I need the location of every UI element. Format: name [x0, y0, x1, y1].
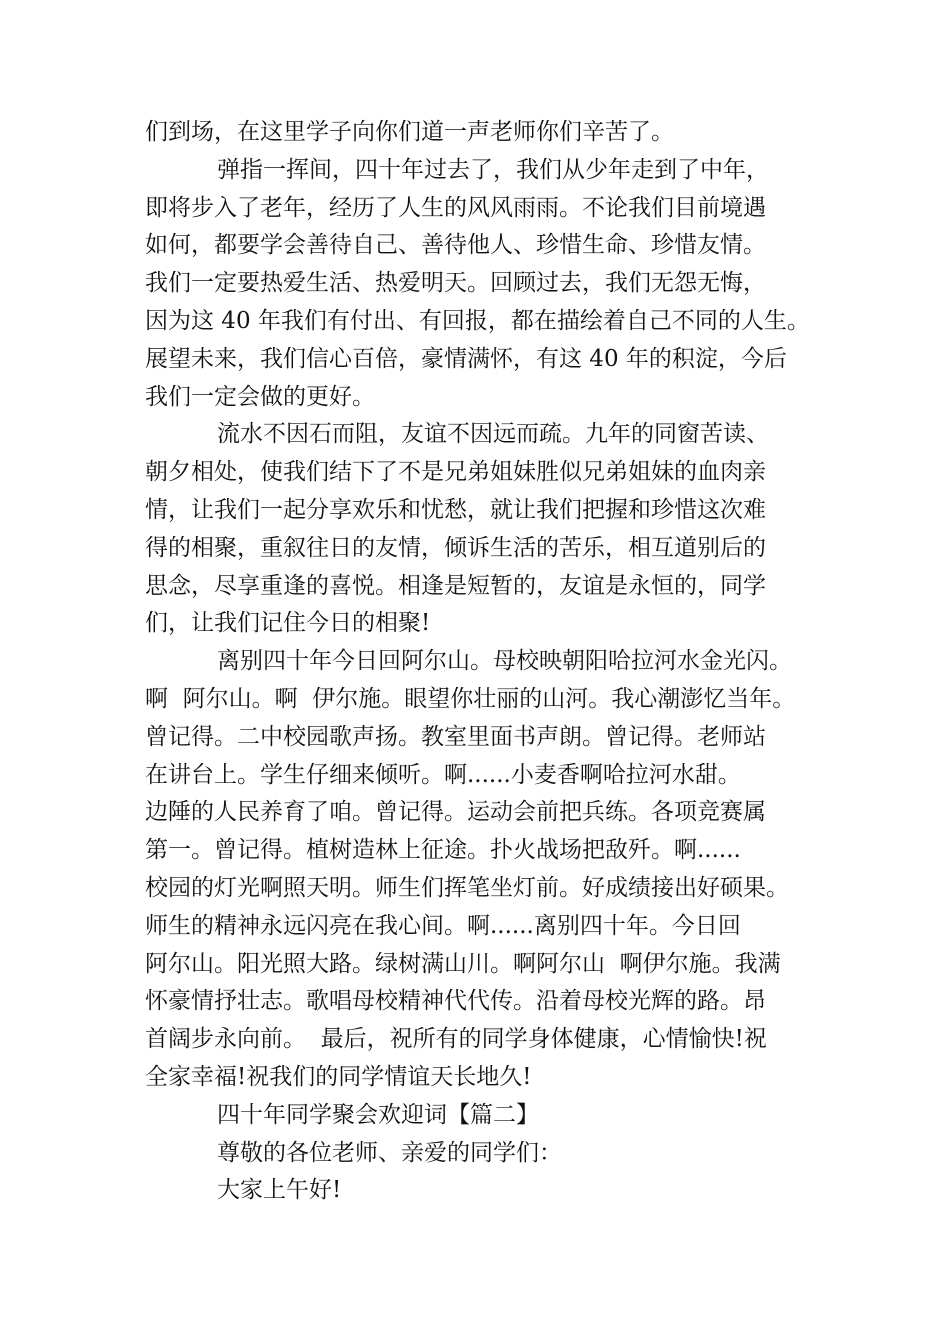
text-line: 弹指一挥间，四十年过去了，我们从少年走到了中年， — [217, 156, 769, 183]
text-line: 全家幸福!祝我们的同学情谊天长地久! — [145, 1063, 532, 1090]
text-line: 大家上午好! — [217, 1177, 342, 1204]
text-line: 即将步入了老年，经历了人生的风风雨雨。不论我们目前境遇 — [145, 194, 766, 221]
text-line: 四十年同学聚会欢迎词【篇二】 — [217, 1101, 539, 1128]
text-line: 情，让我们一起分享欢乐和忧愁，就让我们把握和珍惜这次难 — [145, 496, 766, 523]
text-line: 师生的精神永远闪亮在我心间。啊......离别四十年。今日回 — [145, 912, 741, 939]
text-line: 边陲的人民养育了咱。曾记得。运动会前把兵练。各项竞赛属 — [145, 799, 766, 826]
text-line: 如何，都要学会善待自己、善待他人、珍惜生命、珍惜友情。 — [145, 232, 766, 259]
text-line: 首阔步永向前。 最后，祝所有的同学身体健康，心情愉快!祝 — [145, 1026, 767, 1053]
text-line: 得的相聚，重叙往日的友情，倾诉生活的苦乐，相互道别后的 — [145, 534, 766, 561]
text-line: 啊 阿尔山。啊 伊尔施。眼望你壮丽的山河。我心潮澎忆当年。 — [145, 685, 796, 712]
text-line: 流水不因石而阻，友谊不因远而疏。九年的同窗苦读、 — [217, 421, 769, 448]
text-line: 因为这 40 年我们有付出、有回报，都在描绘着自己不同的人生。 — [145, 307, 810, 334]
text-line: 怀豪情抒壮志。歌唱母校精神代代传。沿着母校光辉的路。昂 — [145, 988, 766, 1015]
text-line: 第一。曾记得。植树造林上征途。扑火战场把敌歼。啊...... — [145, 837, 741, 864]
text-line: 尊敬的各位老师、亲爱的同学们： — [217, 1139, 562, 1166]
text-line: 离别四十年今日回阿尔山。母校映朝阳哈拉河水金光闪。 — [217, 648, 792, 675]
text-line: 朝夕相处，使我们结下了不是兄弟姐妹胜似兄弟姐妹的血肉亲 — [145, 459, 766, 486]
text-line: 们到场，在这里学子向你们道一声老师你们辛苦了。 — [145, 119, 674, 145]
text-line: 我们一定会做的更好。 — [145, 383, 375, 410]
text-line: 阿尔山。阳光照大路。绿树满山川。啊阿尔山 啊伊尔施。我满 — [145, 950, 781, 977]
text-line: 曾记得。二中校园歌声扬。教室里面书声朗。曾记得。老师站 — [145, 723, 766, 750]
document-body — [145, 114, 815, 1210]
text-line: 们，让我们记住今日的相聚! — [145, 610, 431, 637]
text-line: 我们一定要热爱生活、热爱明天。回顾过去，我们无怨无悔， — [145, 270, 766, 297]
text-line: 思念，尽享重逢的喜悦。相逢是短暂的，友谊是永恒的，同学 — [145, 572, 766, 599]
text-line: 展望未来，我们信心百倍，豪情满怀，有这 40 年的积淀，今后 — [145, 345, 787, 372]
text-line: 校园的灯光啊照天明。师生们挥笔坐灯前。好成绩接出好硕果。 — [145, 874, 789, 901]
text-line: 在讲台上。学生仔细来倾听。啊......小麦香啊哈拉河水甜。 — [145, 761, 741, 788]
